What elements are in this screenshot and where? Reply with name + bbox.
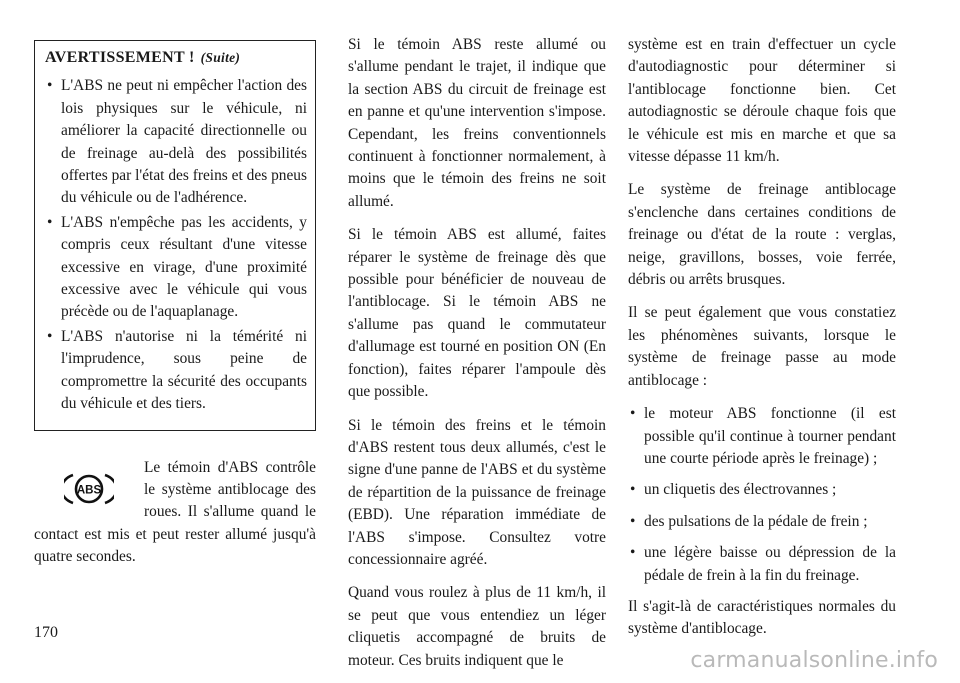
abs-warning-light-icon bbox=[64, 471, 114, 507]
list-item: • des pulsations de la pédale de frein ; bbox=[628, 511, 896, 533]
abs-light-section bbox=[34, 457, 316, 569]
warning-item: • L'ABS n'empêche pas les accidents, y compris ceux résultant d'une vitesse excessive en virage, d'une proximité excessive avec le véhicule qui vous précède ou de l'aquaplanage. bbox=[45, 212, 307, 324]
abs-icon-label: ABS bbox=[76, 484, 102, 496]
paragraph: Il s'agit-là de caractéristiques normales du système d'antiblocage. bbox=[628, 597, 896, 638]
column-middle bbox=[348, 34, 606, 683]
paragraph: Le système de freinage antiblocage s'enclenche dans certaines conditions de freinage ou d'état de la route : verglas, neige, gravillons, bosses, voie ferrée, débris ou arrêts brusques. bbox=[628, 181, 896, 289]
warning-item: • L'ABS n'autorise ni la témérité ni l'imprudence, sous peine de compromettre la sécurité des occupants du véhicule et des tiers. bbox=[45, 326, 307, 416]
list-item: • un cliquetis des électrovannes ; bbox=[628, 479, 896, 501]
warning-heading: AVERTISSEMENT ! bbox=[45, 49, 195, 66]
warning-list bbox=[45, 75, 307, 415]
watermark: carmanualsonline.info bbox=[690, 648, 938, 673]
page-number: 170 bbox=[34, 624, 58, 641]
paragraph: Si le témoin des freins et le témoin d'ABS restent tous deux allumés, c'est le signe d'une panne de l'ABS et du système de répartition de la puissance de freinage (EBD). Une réparation immédiate de l'ABS s'impose. Consultez votre concessionnaire agréé. bbox=[348, 416, 606, 568]
paragraph: Quand vous roulez à plus de 11 km/h, il se peut que vous entendiez un léger cliquetis accompagné de bruits de moteur. Ces bruits indiquent que le bbox=[348, 584, 606, 669]
paragraph: Si le témoin ABS est allumé, faites réparer le système de freinage dès que possible pour bénéficier de nouveau de l'antiblocage. Si le témoin ABS ne s'allume pas quand le commutateur d'allumage est tourné en position ON (En fonction), faites réparer l'ampoule dès que possible. bbox=[348, 226, 606, 401]
column-left bbox=[34, 34, 316, 569]
column-right bbox=[628, 34, 896, 652]
paragraph: Si le témoin ABS reste allumé ou s'allume pendant le trajet, il indique que la section ABS du circuit de freinage est en panne et qu'une intervention s'impose. Cependant, les freins conventionnels continuent à fonctionner normalement, à moins que le témoin des freins ne soit allumé. bbox=[348, 36, 606, 210]
warning-suite-label: (Suite) bbox=[200, 50, 241, 65]
warning-title bbox=[45, 47, 307, 69]
list-item: • le moteur ABS fonctionne (il est possible qu'il continue à tourner pendant une courte période après le freinage) ; bbox=[628, 403, 896, 470]
abs-light-description: Le témoin d'ABS contrôle le système antiblocage des roues. Il s'allume quand le contact est mis et peut rester allumé jusqu'à quatre secondes. bbox=[34, 458, 316, 566]
abs-phenomena-list bbox=[628, 403, 896, 587]
paragraph: Il se peut également que vous constatiez les phénomènes suivants, lorsque le système de freinage passe au mode antiblocage : bbox=[628, 304, 896, 389]
paragraph: système est en train d'effectuer un cycle d'autodiagnostic pour déterminer si l'antiblocage fonctionne bien. Cet autodiagnostic se déroule chaque fois que le véhicule est mis en marche et que sa vitesse dépasse 11 km/h. bbox=[628, 36, 896, 166]
warning-box bbox=[34, 40, 316, 431]
list-item: • une légère baisse ou dépression de la pédale de frein à la fin du freinage. bbox=[628, 542, 896, 587]
warning-item: • L'ABS ne peut ni empêcher l'action des lois physiques sur le véhicule, ni améliorer la capacité directionnelle ou de freinage au-delà des possibilités offertes par l'état des freins et des pneus du véhicule ou de l'adhérence. bbox=[45, 75, 307, 209]
